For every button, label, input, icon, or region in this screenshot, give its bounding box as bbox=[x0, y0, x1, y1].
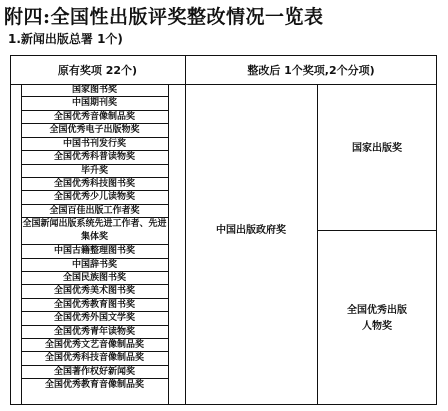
list-item: 全国著作权好新闻奖 bbox=[21, 366, 168, 379]
page-title: 附四:全国性出版评奖整改情况一览表 bbox=[4, 6, 324, 28]
list-item: 国家图书奖 bbox=[21, 84, 168, 97]
list-item: 全国优秀文艺音像制品奖 bbox=[21, 339, 168, 352]
list-item: 中国古籍整理图书奖 bbox=[21, 245, 168, 258]
list-item: 全国优秀科技音像制品奖 bbox=[21, 352, 168, 365]
list-item: 全国优秀科普读物奖 bbox=[21, 151, 168, 164]
list-item: 全国优秀美术图书奖 bbox=[21, 285, 168, 298]
award-list-right-border bbox=[168, 84, 169, 405]
list-item: 全国百佳出版工作者奖 bbox=[21, 205, 168, 218]
sub-award-column-divider bbox=[317, 84, 318, 405]
sub-award-publishing-figures: 全国优秀出版人物奖 bbox=[347, 305, 407, 332]
list-item: 全国优秀青年读物奖 bbox=[21, 326, 168, 339]
list-item: 全国优秀科技图书奖 bbox=[21, 178, 168, 191]
list-item: 全国优秀外国文学奖 bbox=[21, 312, 168, 325]
list-item: 全国新闻出版系统先进工作者、先进集体奖 bbox=[21, 218, 168, 245]
new-award-name: 中国出版政府奖 bbox=[216, 225, 286, 236]
section-title: 1.新闻出版总署 1个) bbox=[8, 32, 123, 46]
list-item: 中国期刊奖 bbox=[21, 97, 168, 110]
list-item: 中国辞书奖 bbox=[21, 259, 168, 272]
sub-award-row-divider bbox=[317, 230, 437, 231]
list-item: 中国书刊发行奖 bbox=[21, 138, 168, 151]
list-item: 全国民族图书奖 bbox=[21, 272, 168, 285]
list-item: 全国优秀教育图书奖 bbox=[21, 299, 168, 312]
list-item: 全国优秀教育音像制品奖 bbox=[44, 380, 144, 391]
original-awards-list bbox=[21, 84, 168, 393]
list-item: 毕升奖 bbox=[21, 165, 168, 178]
sub-award-national-publishing: 国家出版奖 bbox=[352, 143, 402, 154]
list-item: 全国优秀音像制品奖 bbox=[21, 111, 168, 124]
reformed-awards-header: 整改后 1个奖项,2个分项) bbox=[247, 63, 375, 77]
original-awards-header: 原有奖项 22个) bbox=[57, 63, 138, 77]
list-item: 全国优秀电子出版物奖 bbox=[21, 124, 168, 137]
list-item: 全国优秀少儿读物奖 bbox=[21, 191, 168, 204]
